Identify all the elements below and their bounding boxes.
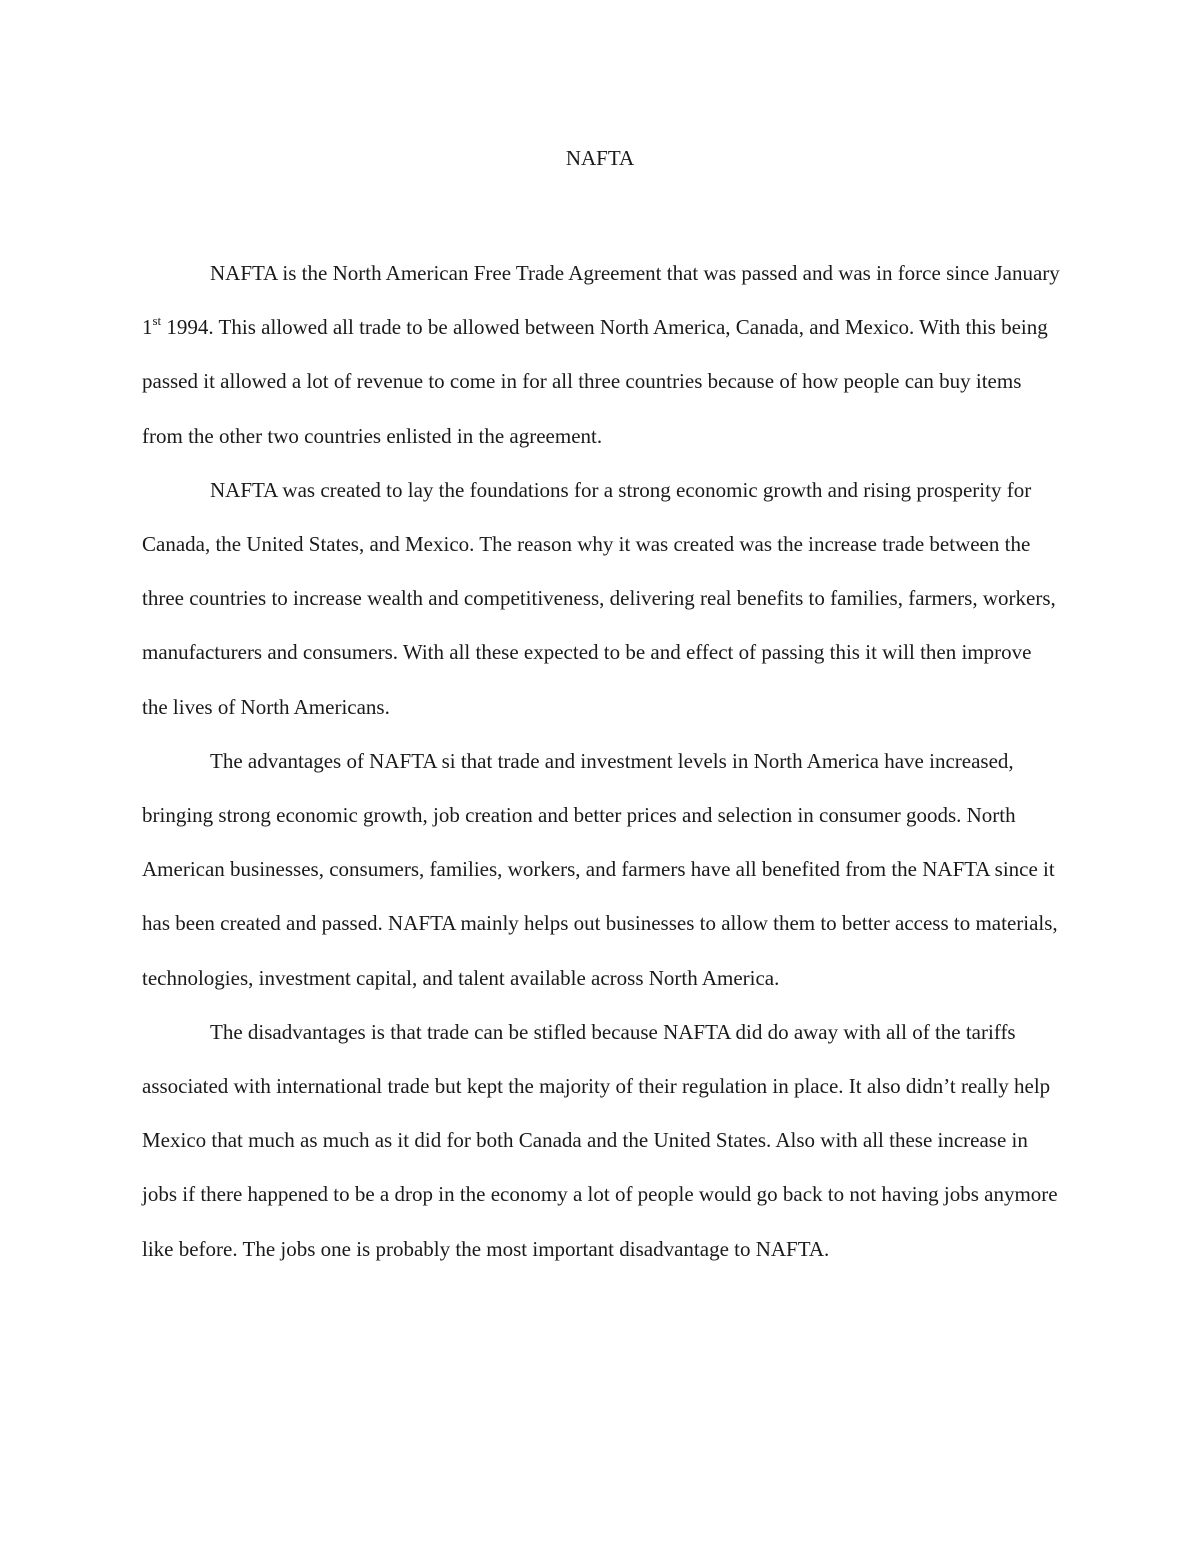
document-title: NAFTA (565, 146, 635, 170)
paragraph-intro-text: NAFTA is the North American Free Trade Agreement that was passed and was in force since January 1 (142, 261, 1060, 340)
paragraph-intro (142, 246, 1062, 463)
paragraph-intro-continuation: 1994. This allowed all trade to be allowed between North America, Canada, and Mexico. With this being passed it allowed a lot of revenue to come in for all three countries because of how people can buy items from the other two countries enlisted in the agreement. (142, 315, 1048, 448)
paragraph-advantages: The advantages of NAFTA si that trade and investment levels in North America have increased, bringing strong economic growth, job creation and better prices and selection in consumer goods. North American businesses, consumers, families, workers, and farmers have all benefited from the NAFTA since it has been created and passed. NAFTA mainly helps out businesses to allow them to better access to materials, technologies, investment capital, and talent available across North America. (142, 748, 1058, 990)
paragraph-disadvantages: The disadvantages is that trade can be stifled because NAFTA did do away with all of the tariffs associated with international trade but kept the majority of their regulation in place. It also didn’t really help Mexico that much as much as it did for both Canada and the United States. Also with all these increase in jobs if there happened to be a drop in the economy a lot of people would go back to not having jobs anymore like before. The jobs one is probably the most important disadvantage to NAFTA. (142, 1019, 1058, 1261)
paragraph-purpose: NAFTA was created to lay the foundations for a strong economic growth and rising prosperity for Canada, the United States, and Mexico. The reason why it was created was the increase trade between the three countries to increase wealth and competitiveness, delivering real benefits to families, farmers, workers, manufacturers and consumers. With all these expected to be and effect of passing this it will then improve the lives of North Americans. (142, 477, 1056, 719)
ordinal-suffix: st (152, 313, 162, 329)
document-body (142, 246, 1062, 1276)
